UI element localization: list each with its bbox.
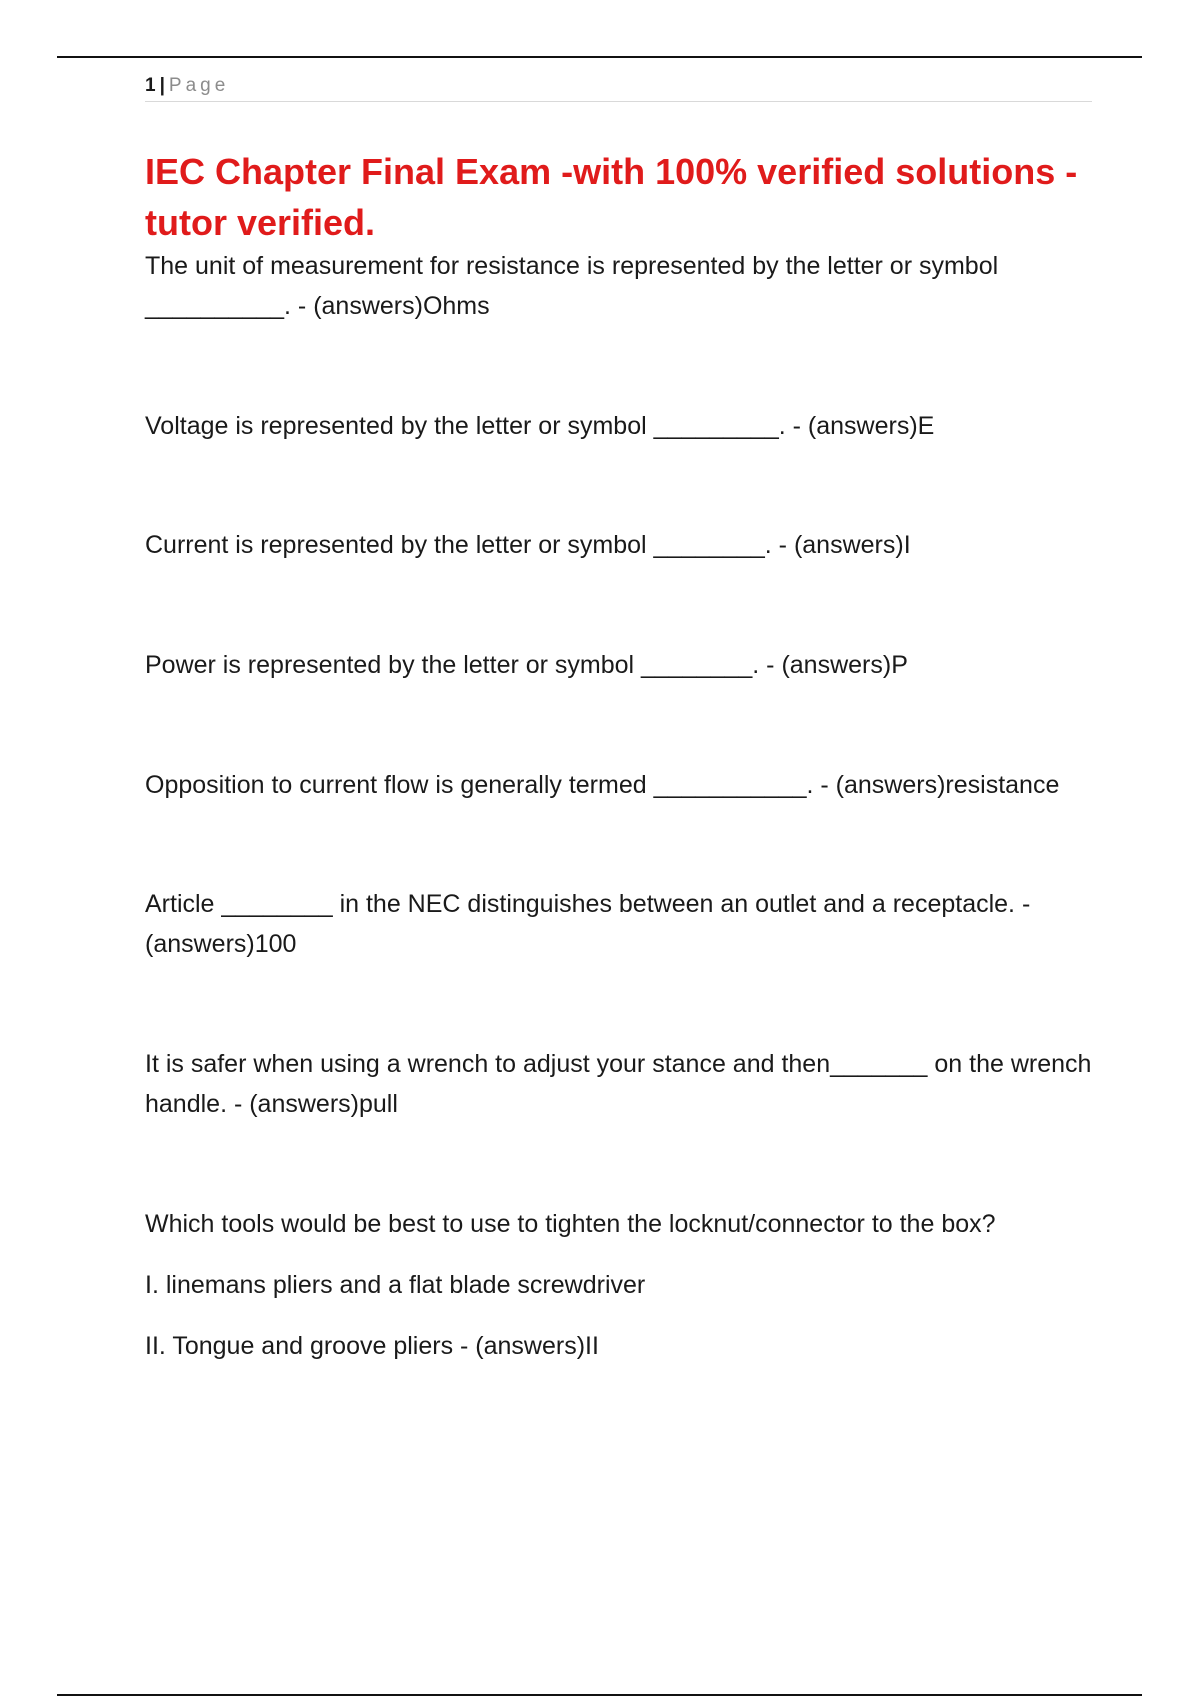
question-8-option-2: II. Tongue and groove pliers - (answers)II xyxy=(145,1332,599,1360)
page-number: 1 xyxy=(145,75,156,96)
question-8-option-1: I. linemans pliers and a flat blade screwdriver xyxy=(145,1271,646,1299)
question-5: Opposition to current flow is generally termed ___________. - (answers)resistance xyxy=(145,771,1060,799)
question-3: Current is represented by the letter or symbol ________. - (answers)I xyxy=(145,531,911,559)
question-8-prompt: Which tools would be best to use to tighten the locknut/connector to the box? xyxy=(145,1210,996,1238)
top-border-line xyxy=(57,56,1142,58)
question-7: It is safer when using a wrench to adjust your stance and then_______ on the wrench handle. - (answers)pull xyxy=(145,1050,1092,1118)
question-4: Power is represented by the letter or symbol ________. - (answers)P xyxy=(145,651,908,679)
question-6: Article ________ in the NEC distinguishes between an outlet and a receptacle. - (answers)100 xyxy=(145,890,1031,958)
page-separator: | xyxy=(159,75,165,96)
question-2: Voltage is represented by the letter or symbol _________. - (answers)E xyxy=(145,412,935,440)
bottom-border-line xyxy=(57,1694,1142,1696)
page-label: Page xyxy=(168,75,230,96)
question-1: The unit of measurement for resistance is represented by the letter or symbol __________. - (answers)Ohms xyxy=(145,252,999,320)
page-header xyxy=(145,73,1092,102)
document-title: IEC Chapter Final Exam -with 100% verified solutions -tutor verified. xyxy=(145,151,1078,243)
document-body xyxy=(145,146,1095,1366)
